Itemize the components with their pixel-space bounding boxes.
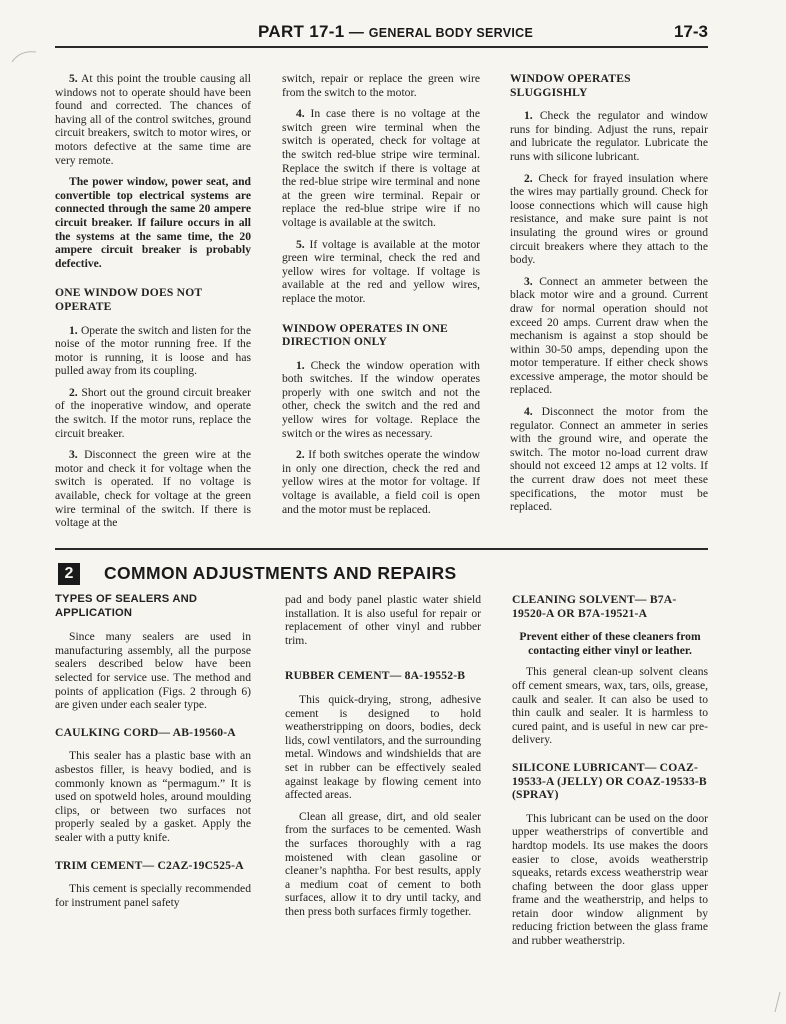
part-label: PART 17-1 (258, 22, 345, 41)
step: 2. Short out the ground circuit breaker of the inoperative window, and operate the switch. If the motor runs, replace the circuit breaker. (55, 385, 251, 440)
subheading: ONE WINDOW DOES NOT OPERATE (55, 286, 203, 313)
step: 3. Disconnect the green wire at the motor and check it for voltage when the switch is operated. If no voltage is available, check for voltage at the green wire terminal of the switch. If there is voltage at the (55, 448, 251, 530)
section-title: COMMON ADJUSTMENTS AND REPAIRS (104, 563, 457, 583)
step: 1. Check the window operation with both switches. If the window operates properly with one switch and not the other, check the switch and the red and yellow wires for voltage. Replace the switch or the wires as necessary. (282, 358, 480, 440)
paragraph: 5. At this point the trouble causing all windows not to operate should have been found and corrected. The chances of having all of the control switches, ground circuit breakers, switch to motor wires, or motors defective at the same time are very remote. (55, 72, 251, 167)
section-label: GENERAL BODY SERVICE (368, 26, 534, 40)
paragraph: This lubricant can be used on the door upper weatherstrips of convertible and hardtop models. Its use makes the doors easier to close, avoids weatherstrip squeaks, retards excess weatherstrip wear chafing between the door glass upper frame and the weatherstrip, and helps to retain door window alignment by reducing friction between the glass frame and rubber weatherstrip. (512, 811, 708, 948)
step: 1. Operate the switch and listen for the noise of the motor running free. If the motor is running, it is loose and has pulled away from its coupling. (55, 323, 251, 378)
subheading: WINDOW OPERATES IN ONE DIRECTION ONLY (282, 321, 448, 349)
step: 2. Check for frayed insulation where the wires may partially ground. Check for loose connections which will cause high resistance, and make sure paint is not insulating the ground wires or ground circuit breakers where they attach to the body. (510, 171, 708, 267)
paragraph: pad and body panel plastic water shield installation. It is also useful for repair or replacement of other vinyl and rubber trim. (285, 593, 481, 647)
warning-note: Prevent either of these cleaners from contacting either vinyl or leather. (519, 630, 701, 657)
step: 5. If voltage is available at the motor green wire terminal, check the red and yellow wires for voltage. If voltage is available at the red and yellow wires, replace the motor. (282, 237, 480, 305)
subheading: CAULKING CORD— AB-19560-A (55, 725, 236, 739)
step: 4. Disconnect the motor from the regulator. Connect an ammeter in series with the ground wire, and operate the switch. The motor no-load current draw should not exceed 12 amps at 12 volts. If the current draw does not meet these specifications, the motor must be replaced. (510, 405, 708, 514)
header-rule (55, 46, 708, 48)
header-dash: — (344, 24, 369, 41)
step: 2. If both switches operate the window in only one direction, check the red and yellow wires at the motor for voltage. If voltage is available, a field coil is open and the motor must be replaced. (282, 448, 481, 516)
scan-mark-icon (10, 46, 40, 66)
subheading: SILICONE LUBRICANT— COAZ-19533-A (JELLY) OR COAZ-19533-B (SPRAY) (512, 760, 707, 802)
step: 1. Check the regulator and window runs for binding. Adjust the runs, repair and lubricate the regulator. Lubricate the runs with silicone lubricant. (510, 109, 708, 163)
subheading: CLEANING SOLVENT— B7A-19520-A OR B7A-19521-A (512, 593, 677, 620)
subheading: WINDOW OPERATES SLUGGISHLY (510, 72, 631, 99)
subheading: TYPES OF SEALERS AND APPLICATION (55, 593, 198, 619)
bold-paragraph: The power window, power seat, and convertible top electrical systems are connected through the same 20 ampere circuit breaker. If failure occurs in all the systems at the same time, the 20 ampere circuit breaker is probably defective. (55, 175, 251, 270)
paragraph: This sealer has a plastic base with an asbestos filler, is heavy bodied, and is commonly known as “permagum.” It is used on spotweld holes, around moulding clips, or between two surfaces not properly sealed by a gasket. Apply the sealer with a putty knife. (55, 749, 251, 844)
bottom-column-1 (55, 593, 251, 917)
running-head (258, 22, 533, 42)
paragraph: Clean all grease, dirt, and old sealer from the surfaces to be cemented. Wash the surfaces thoroughly with a rag moistened with clean gasoline or cleaner’s naphtha. For best results, apply a medium coat of cement to both surfaces, allow it to dry until tacky, and then press both surfaces firmly together. (285, 809, 481, 918)
bottom-column-2 (285, 593, 481, 926)
page-number: 17-3 (673, 22, 708, 41)
top-column-3 (510, 72, 708, 522)
subheading: TRIM CEMENT— C2AZ-19C525-A (55, 858, 244, 872)
paragraph: switch, repair or replace the green wire from the switch to the motor. (282, 72, 480, 99)
step: 4. In case there is no voltage at the switch green wire terminal when the switch is operated, check for voltage at the switch red-blue stripe wire terminal. Replace the switch if there is voltage at the red-blue stripe wire terminal and none at the green wire terminal. Repair or replace the red-blue stripe wire if no voltage is available at the switch. (282, 107, 480, 229)
subheading: RUBBER CEMENT— 8A-19552-B (285, 669, 466, 683)
top-column-1 (55, 72, 251, 538)
section-number-badge: 2 (58, 563, 80, 585)
paragraph: This quick-drying, strong, adhesive cement is designed to hold weatherstripping on doors, bodies, deck lids, cowl ventilators, and the surrounding metal. Windows and windshields that are set in rubber can be effectively sealed against leakage by flowing cement into affected areas. (285, 692, 481, 802)
scan-mark-icon (772, 990, 784, 1014)
page-header (0, 22, 786, 44)
paragraph: This general clean-up solvent cleans off cement smears, wax, tars, oils, grease, caulk and sealer. It can also be used to thin caulk and sealer. It is harmless to cured paint, and is useful in new car pre-delivery. (512, 665, 708, 747)
section-rule (55, 548, 708, 550)
bottom-column-3 (512, 593, 708, 956)
top-column-2 (282, 72, 480, 524)
step: 3. Connect an ammeter between the black motor wire and a ground. Current draw for normal operation should not exceed 20 amps. Current draw when the mechanism is against a stop should be within 30-50 amps, depending upon the motor temperature. If either check shows excessive amperage, the motor should be replaced. (510, 274, 708, 397)
paragraph: Since many sealers are used in manufacturing assembly, all the purpose sealers described below have been selected for service use. The method and points of application (Figs. 2 through 6) are given under each sealer type. (55, 630, 251, 712)
paragraph: This cement is specially recommended for instrument panel safety (55, 882, 251, 909)
